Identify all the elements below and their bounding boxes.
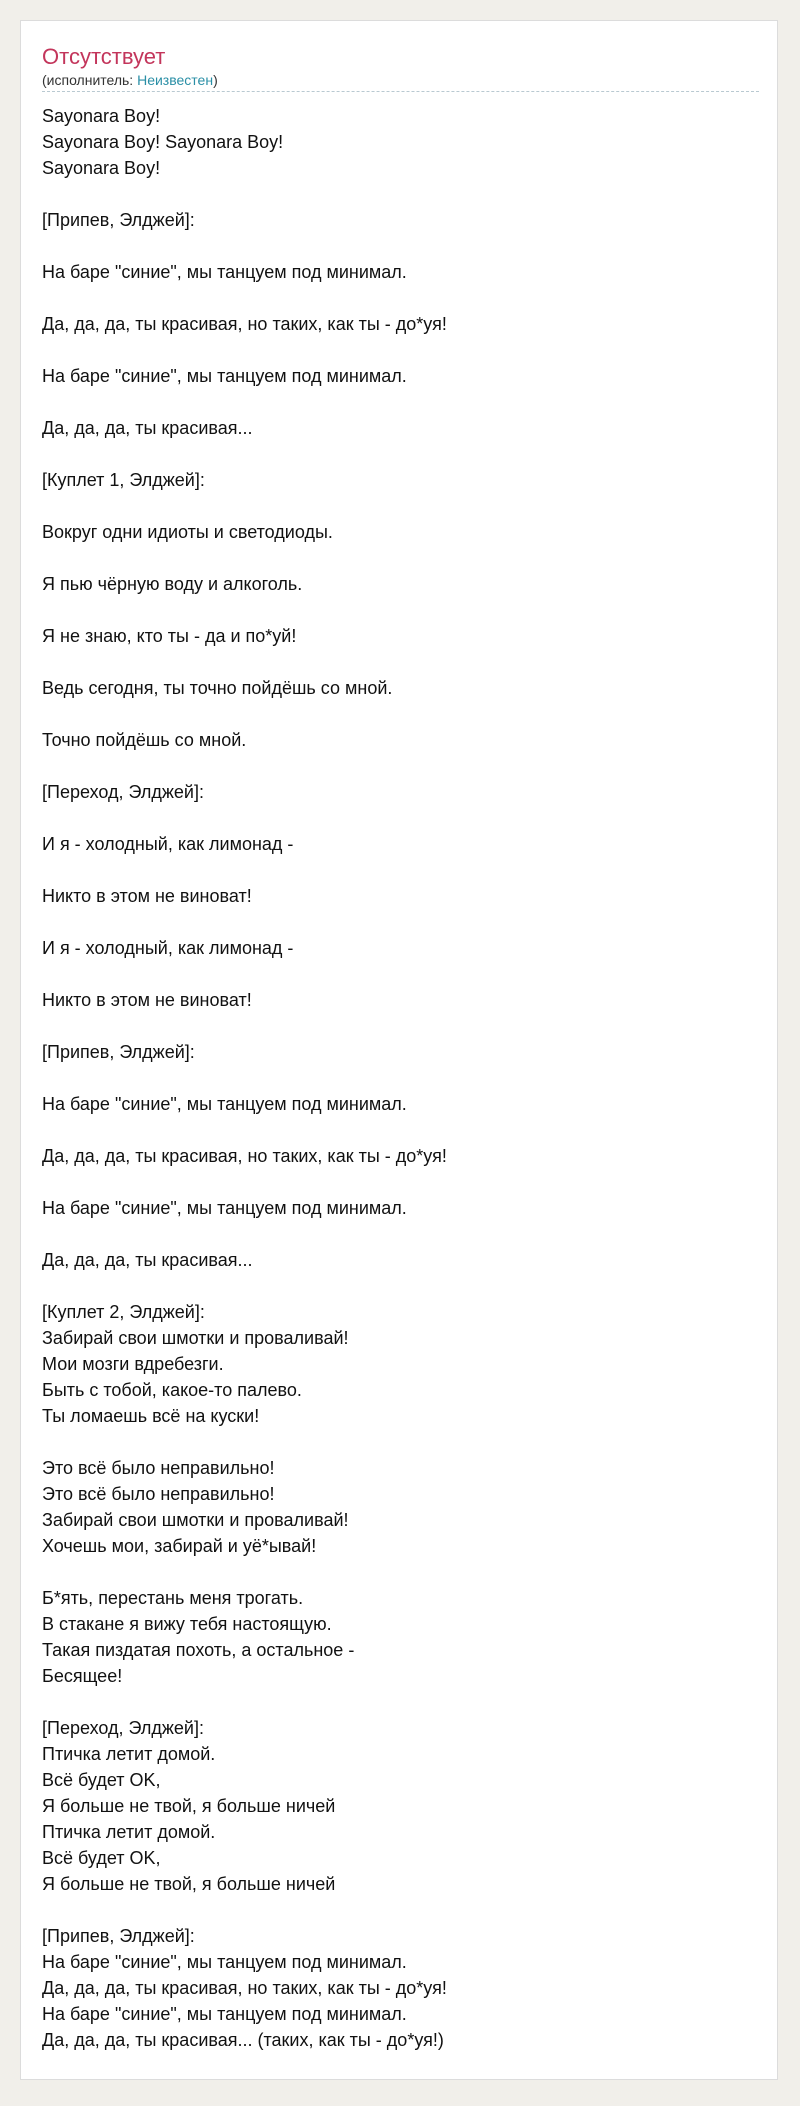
lyric-line: Такая пиздатая похоть, а остальное - xyxy=(42,1640,355,1660)
lyrics-card xyxy=(20,20,778,2080)
lyric-line: Я пью чёрную воду и алкоголь. xyxy=(42,574,303,594)
lyric-line: Мои мозги вдребезги. xyxy=(42,1354,224,1374)
lyric-line: На баре "синие", мы танцуем под минимал. xyxy=(42,262,407,282)
lyric-line: В стакане я вижу тебя настоящую. xyxy=(42,1614,332,1634)
lyric-line: Забирай свои шмотки и проваливай! xyxy=(42,1328,349,1348)
lyric-line: Это всё было неправильно! xyxy=(42,1458,275,1478)
section-heading: [Переход, Элджей]: xyxy=(42,782,204,802)
stanza-gap xyxy=(42,1559,759,1585)
lyric-line: Вокруг одни идиоты и светодиоды. xyxy=(42,522,333,542)
lyric-line: Да, да, да, ты красивая, но таких, как ты - до*уя! xyxy=(42,314,447,334)
lyric-line: Да, да, да, ты красивая... xyxy=(42,1250,253,1270)
section-heading: [Куплет 2, Элджей]: xyxy=(42,1302,205,1322)
lyric-line: Sayonara Boy! xyxy=(42,158,161,178)
lyric-line: И я - холодный, как лимонад - xyxy=(42,834,294,854)
song-title: Отсутствует xyxy=(42,44,166,69)
lyric-line: Всё будет OK, xyxy=(42,1848,161,1868)
lyric-line: Бесящее! xyxy=(42,1666,123,1686)
lyric-line: Ты ломаешь всё на куски! xyxy=(42,1406,260,1426)
lyric-line: Птичка летит домой. xyxy=(42,1744,216,1764)
lyric-line: Я больше не твой, я больше ничей xyxy=(42,1874,336,1894)
lyric-line: Точно пойдёшь со мной. xyxy=(42,730,247,750)
lyric-line: Это всё было неправильно! xyxy=(42,1484,275,1504)
lyric-line: Никто в этом не виноват! xyxy=(42,990,252,1010)
stanza-gap xyxy=(42,1429,759,1455)
lyric-line: На баре "синие", мы танцуем под минимал. xyxy=(42,1198,407,1218)
lyric-line: Sayonara Boy! Sayonara Boy! xyxy=(42,132,284,152)
section-heading: [Припев, Элджей]: xyxy=(42,1042,195,1062)
lyric-line: Птичка летит домой. xyxy=(42,1822,216,1842)
lyric-line: Ведь сегодня, ты точно пойдёшь со мной. xyxy=(42,678,393,698)
lyric-line: На баре "синие", мы танцуем под минимал. xyxy=(42,1952,407,1972)
section-heading: [Переход, Элджей]: xyxy=(42,1718,204,1738)
lyric-line: Да, да, да, ты красивая, но таких, как ты - до*уя! xyxy=(42,1978,447,1998)
lyric-line: Забирай свои шмотки и проваливай! xyxy=(42,1510,349,1530)
section-heading: [Куплет 1, Элджей]: xyxy=(42,470,205,490)
artist-prefix: (исполнитель: xyxy=(42,72,138,88)
lyric-line: На баре "синие", мы танцуем под минимал. xyxy=(42,2004,407,2024)
lyric-line: Всё будет OK, xyxy=(42,1770,161,1790)
lyric-line: Хочешь мои, забирай и уё*ывай! xyxy=(42,1536,317,1556)
lyric-line: Да, да, да, ты красивая... (таких, как ты - до*уя!) xyxy=(42,2030,444,2050)
artist-line xyxy=(42,71,759,89)
lyric-line: Да, да, да, ты красивая... xyxy=(42,418,253,438)
stanza-gap xyxy=(42,1689,759,1715)
artist-suffix: ) xyxy=(213,72,218,88)
section-heading: [Припев, Элджей]: xyxy=(42,210,195,230)
lyrics-text xyxy=(42,103,759,2053)
lyric-line: На баре "синие", мы танцуем под минимал. xyxy=(42,1094,407,1114)
stanza-gap xyxy=(42,1897,759,1923)
lyric-line: Б*ять, перестань меня трогать. xyxy=(42,1588,304,1608)
artist-link[interactable]: Неизвестен xyxy=(137,72,214,88)
lyric-line: Я больше не твой, я больше ничей xyxy=(42,1796,336,1816)
lyric-line: Sayonara Boy! xyxy=(42,106,161,126)
stanza-gap xyxy=(42,181,759,207)
lyric-line: Я не знаю, кто ты - да и по*уй! xyxy=(42,626,297,646)
lyric-line: Быть с тобой, какое-то палево. xyxy=(42,1380,302,1400)
lyric-line: И я - холодный, как лимонад - xyxy=(42,938,294,958)
song-header xyxy=(42,43,759,92)
section-heading: [Припев, Элджей]: xyxy=(42,1926,195,1946)
lyric-line: Да, да, да, ты красивая, но таких, как ты - до*уя! xyxy=(42,1146,447,1166)
lyric-line: Никто в этом не виноват! xyxy=(42,886,252,906)
lyric-line: На баре "синие", мы танцуем под минимал. xyxy=(42,366,407,386)
